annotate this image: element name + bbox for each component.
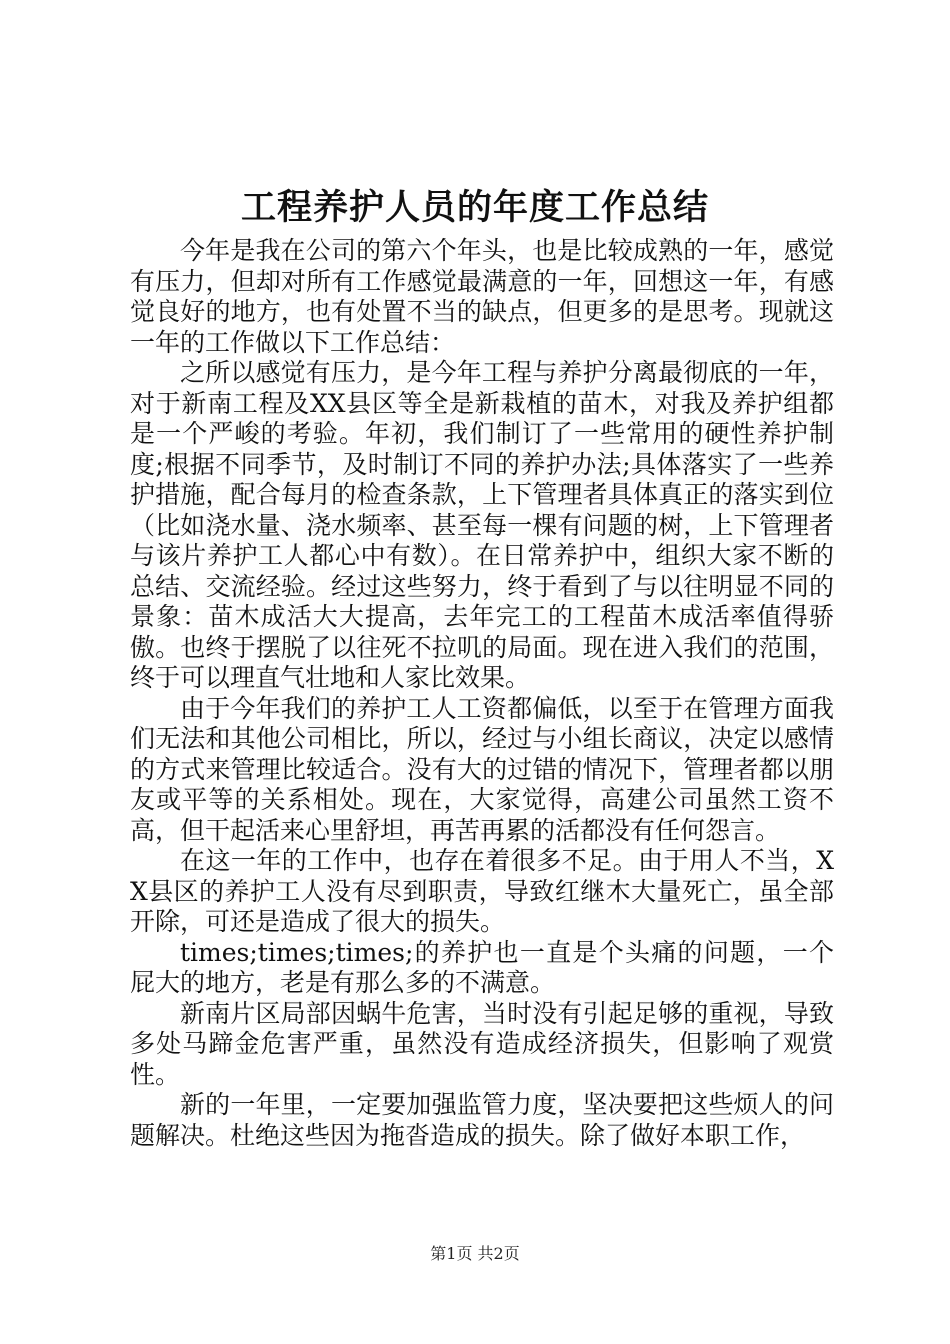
- page-footer: 第1页 共2页: [430, 1244, 520, 1263]
- paragraph-7: 新的一年里，一定要加强监管力度，坚决要把这些烦人的问题解决。杜绝这些因为拖沓造成的损失。除了做好本职工作，: [130, 1090, 834, 1150]
- document-body: [130, 236, 834, 1151]
- paragraph-1: 今年是我在公司的第六个年头，也是比较成熟的一年，感觉有压力，但却对所有工作感觉最满意的一年，回想这一年，有感觉良好的地方，也有处置不当的缺点，但更多的是思考。现就这一年的工作做以下工作总结：: [130, 236, 834, 357]
- paragraph-6: 新南片区局部因蜗牛危害，当时没有引起足够的重视，导致多处马蹄金危害严重，虽然没有造成经济损失，但影响了观赏性。: [130, 998, 834, 1089]
- paragraph-4: 在这一年的工作中，也存在着很多不足。由于用人不当，XX县区的养护工人没有尽到职责，导致红继木大量死亡，虽全部开除，可还是造成了很大的损失。: [130, 846, 834, 936]
- document-title: 工程养护人员的年度工作总结: [240, 187, 709, 228]
- paragraph-5: times;times;times;的养护也一直是个头痛的问题，一个屁大的地方，老是有那么多的不满意。: [130, 937, 834, 997]
- paragraph-3: 由于今年我们的养护工人工资都偏低，以至于在管理方面我们无法和其他公司相比，所以，经过与小组长商议，决定以感情的方式来管理比较适合。没有大的过错的情况下，管理者都以朋友或平等的关系相处。现在，大家觉得，高建公司虽然工资不高，但干起活来心里舒坦，再苦再累的活都没有任何怨言。: [130, 693, 834, 845]
- paragraph-2: 之所以感觉有压力，是今年工程与养护分离最彻底的一年，对于新南工程及XX县区等全是新栽植的苗木，对我及养护组都是一个严峻的考验。年初，我们制订了一些常用的硬性养护制度;根据不同季节，及时制订不同的养护办法;具体落实了一些养护措施，配合每月的检查条款，上下管理者具体真正的落实到位（比如浇水量、浇水频率、甚至每一棵有问题的树，上下管理者与该片养护工人都心中有数）。在日常养护中，组织大家不断的总结、交流经验。经过这些努力，终于看到了与以往明显不同的景象：苗木成活大大提高，去年完工的工程苗木成活率值得骄傲。也终于摆脱了以往死不拉叽的局面。现在进入我们的范围，终于可以理直气壮地和人家比效果。: [130, 358, 834, 692]
